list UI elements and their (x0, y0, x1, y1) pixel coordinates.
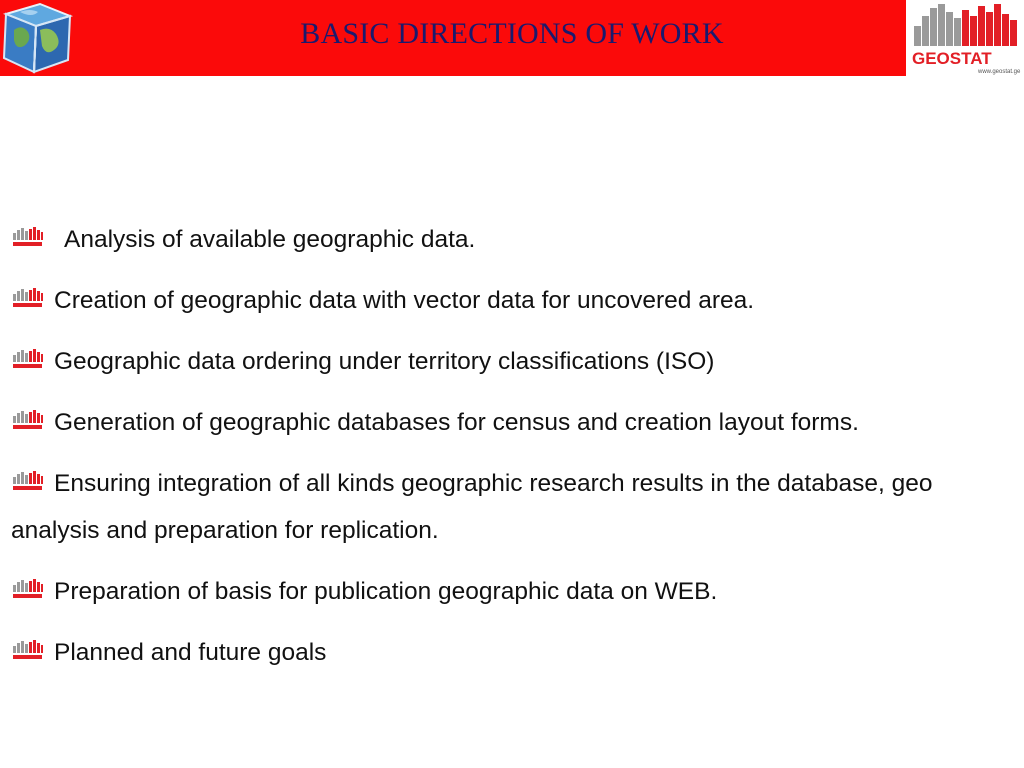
geostat-logo-icon (11, 470, 44, 492)
logo-wordmark: GEOSTAT (912, 49, 992, 68)
bullet-item (11, 460, 1001, 554)
bullet-text: Analysis of available geographic data. (64, 226, 476, 253)
bullet-text: Preparation of basis for publication geographic data on WEB. (54, 578, 718, 605)
bullet-item (11, 277, 1001, 324)
page-title: BASIC DIRECTIONS OF WORK (300, 17, 724, 50)
bullet-list (11, 216, 1001, 690)
bullet-text: Ensuring integration of all kinds geographic research results in the database, geo analysis and preparation for replication. (11, 470, 933, 544)
geostat-logo-icon (11, 287, 44, 309)
bullet-text: Planned and future goals (54, 639, 327, 666)
bullet-item (11, 338, 1001, 385)
bullet-text: Generation of geographic databases for census and creation layout forms. (54, 409, 859, 436)
geostat-logo-icon (11, 639, 44, 661)
bullet-item (11, 216, 1001, 263)
geostat-logo-icon (11, 409, 44, 431)
geostat-logo-icon (11, 226, 44, 248)
bullet-text: Creation of geographic data with vector data for uncovered area. (54, 287, 755, 314)
logo-subtext: www.geostat.ge (978, 69, 1021, 75)
geostat-logo-icon (11, 578, 44, 600)
geostat-logo (906, 0, 1024, 76)
bullet-item (11, 629, 1001, 676)
geostat-logo-icon (11, 348, 44, 370)
bullet-item (11, 568, 1001, 615)
bullet-item (11, 399, 1001, 446)
bullet-text: Geographic data ordering under territory classifications (ISO) (54, 348, 715, 375)
